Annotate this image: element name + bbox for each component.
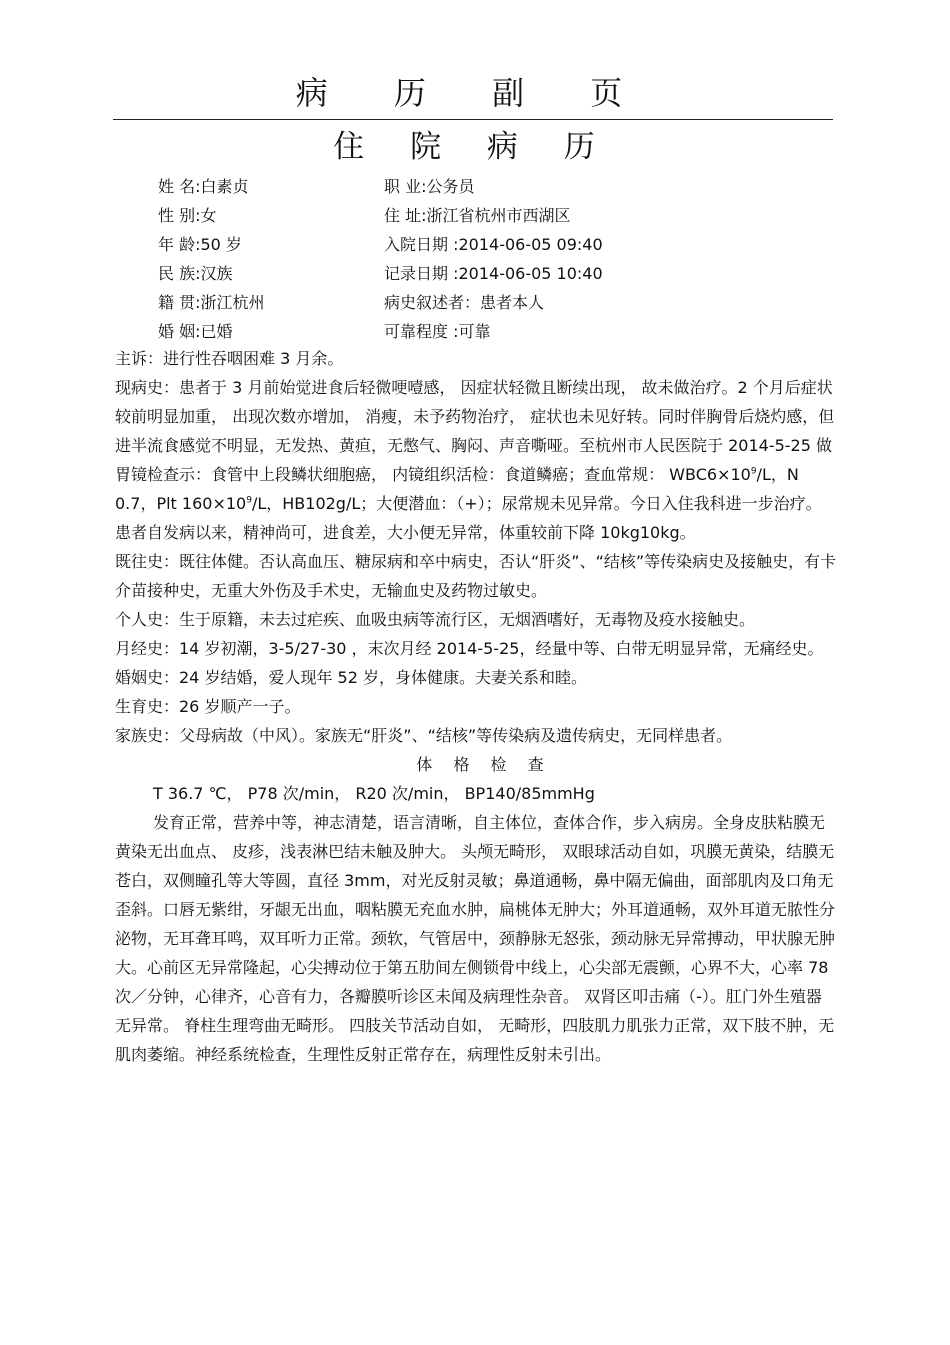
ethnicity-value: 汉族	[200, 264, 233, 283]
present-illness-part-b: /L，N 0.7，Plt 160×10	[115, 465, 799, 513]
menstrual-history: 月经史：14 岁初潮，3-5/27-30 ，末次月经 2014-5-25，经量中等、白带无明显异常，无痛经史。	[115, 639, 824, 658]
present-illness-part-a: 现病史：患者于 3 月前始觉进食后轻微哽噎感， 因症状轻微且断续出现， 故未做治疗。2 个月后症状较前明显加重， 出现次数亦增加， 消瘦，未予药物治疗， 症状也未见好转。同时伴胸骨后烧灼感，但进半流食感觉不明显，无发热、黄疸，无憋气、胸闷、声音嘶哑。至杭州市人民医院于 2014-5-25 做胃镜检查示：食管中上段鳞状细胞癌， 内镜组织活检：食道鳞癌；查血常规： WBC6×10	[115, 378, 835, 484]
personal-history: 个人史：生于原籍，未去过疟疾、血吸虫病等流行区，无烟酒嗜好，无毒物及疫水接触史。	[115, 610, 756, 629]
marriage-history: 婚姻史：24 岁结婚，爱人现年 52 岁，身体健康。夫妻关系和睦。	[115, 668, 587, 687]
admit-date-label: 入院日期 :	[384, 235, 459, 254]
age-value: 50 岁	[200, 235, 242, 254]
exponent-wbc: 9	[750, 466, 757, 477]
chief-complaint: 主诉：进行性吞咽困难 3 月余。	[115, 349, 344, 368]
header-divider	[113, 119, 833, 120]
exam-findings: 发育正常，营养中等，神志清楚，语言清晰，自主体位，查体合作，步入病房。全身皮肤粘膜无黄染无出血点、 皮疹，浅表淋巴结未触及肿大。 头颅无畸形， 双眼球活动自如，巩膜无黄染，结膜无苍白，双侧瞳孔等大等圆，直径 3mm，对光反射灵敏；鼻道通畅，鼻中隔无偏曲，面部肌肉及口角无歪斜。口唇无紫绀，牙龈无出血，咽粘膜无充血水肿，扁桃体无肿大；外耳道通畅，双外耳道无脓性分泌物，无耳聋耳鸣，双耳听力正常。颈软，气管居中，颈静脉无怒张，颈动脉无异常搏动，甲状腺无肿大。心前区无异常隆起，心尖搏动位于第五肋间左侧锁骨中线上，心尖部无震颤，心界不大，心率 78 次／分钟，心律齐，心音有力，各瓣膜听诊区未闻及病理性杂音。 双肾区叩击痛（-）。肛门外生殖器无异常。 脊柱生理弯曲无畸形。 四肢关节活动自如， 无畸形，四肢肌力肌张力正常，双下肢不肿，无肌肉萎缩。神经系统检查，生理性反射正常存在，病理性反射未引出。	[115, 813, 836, 1064]
family-history: 家族史：父母病故（中风）。家族无“肝炎”、“结核”等传染病及遗传病史，无同样患者。	[115, 726, 733, 745]
reliability-value: 可靠	[458, 322, 491, 341]
childbearing-history: 生育史：26 岁顺产一子。	[115, 697, 301, 716]
exponent-plt: 9	[246, 495, 252, 506]
address-value: 浙江省杭州市西湖区	[426, 206, 571, 225]
narrator-value: 患者本人	[480, 293, 545, 312]
gender-label: 性 别:	[158, 206, 201, 225]
age-label: 年 龄:	[158, 235, 201, 254]
record-date-label: 记录日期 :	[384, 264, 459, 283]
native-value: 浙江杭州	[200, 293, 265, 312]
name-label: 姓 名:	[158, 177, 201, 196]
marital-value: 已婚	[200, 322, 233, 341]
ethnicity-label: 民 族:	[158, 264, 201, 283]
marital-label: 婚 姻:	[158, 322, 201, 341]
info-row-gender	[158, 201, 603, 230]
present-illness	[115, 373, 837, 547]
patient-info-block	[158, 172, 603, 346]
narrator-label: 病史叙述者：	[384, 293, 481, 312]
info-row-marital	[158, 317, 603, 346]
record-body	[115, 344, 837, 1069]
info-row-age	[158, 230, 603, 259]
gender-value: 女	[200, 206, 217, 225]
document-title: 住 院 病 历	[333, 129, 613, 165]
reliability-label: 可靠程度 :	[384, 322, 459, 341]
past-history: 既往史：既往体健。否认高血压、糖尿病和卒中病史，否认“肝炎”、“结核”等传染病史及接触史，有卡介苗接种史，无重大外伤及手术史，无输血史及药物过敏史。	[115, 552, 837, 600]
address-label: 住 址:	[384, 206, 427, 225]
present-illness-part-c: /L，HB102g/L；大便潜血：（+）；尿常规未见异常。今日入住我科进一步治疗。患者自发病以来，精神尚可，进食差，大小便无异常，体重较前下降 10kg10kg。	[115, 494, 822, 542]
job-label: 职 业:	[384, 177, 427, 196]
vital-signs: T 36.7 ℃， P78 次/min， R20 次/min， BP140/85mmHg	[153, 784, 595, 803]
job-value: 公务员	[426, 177, 475, 196]
info-row-name	[158, 172, 603, 201]
record-date-value: 2014-06-05 10:40	[458, 264, 603, 283]
admit-date-value: 2014-06-05 09:40	[458, 235, 603, 254]
name-value: 白素贞	[200, 177, 249, 196]
physical-exam-heading: 体 格 检 查	[416, 755, 552, 774]
info-row-ethnicity	[158, 259, 603, 288]
native-label: 籍 贯:	[158, 293, 201, 312]
info-row-native	[158, 288, 603, 317]
page-header-title: 病 历 副 页	[295, 74, 651, 112]
